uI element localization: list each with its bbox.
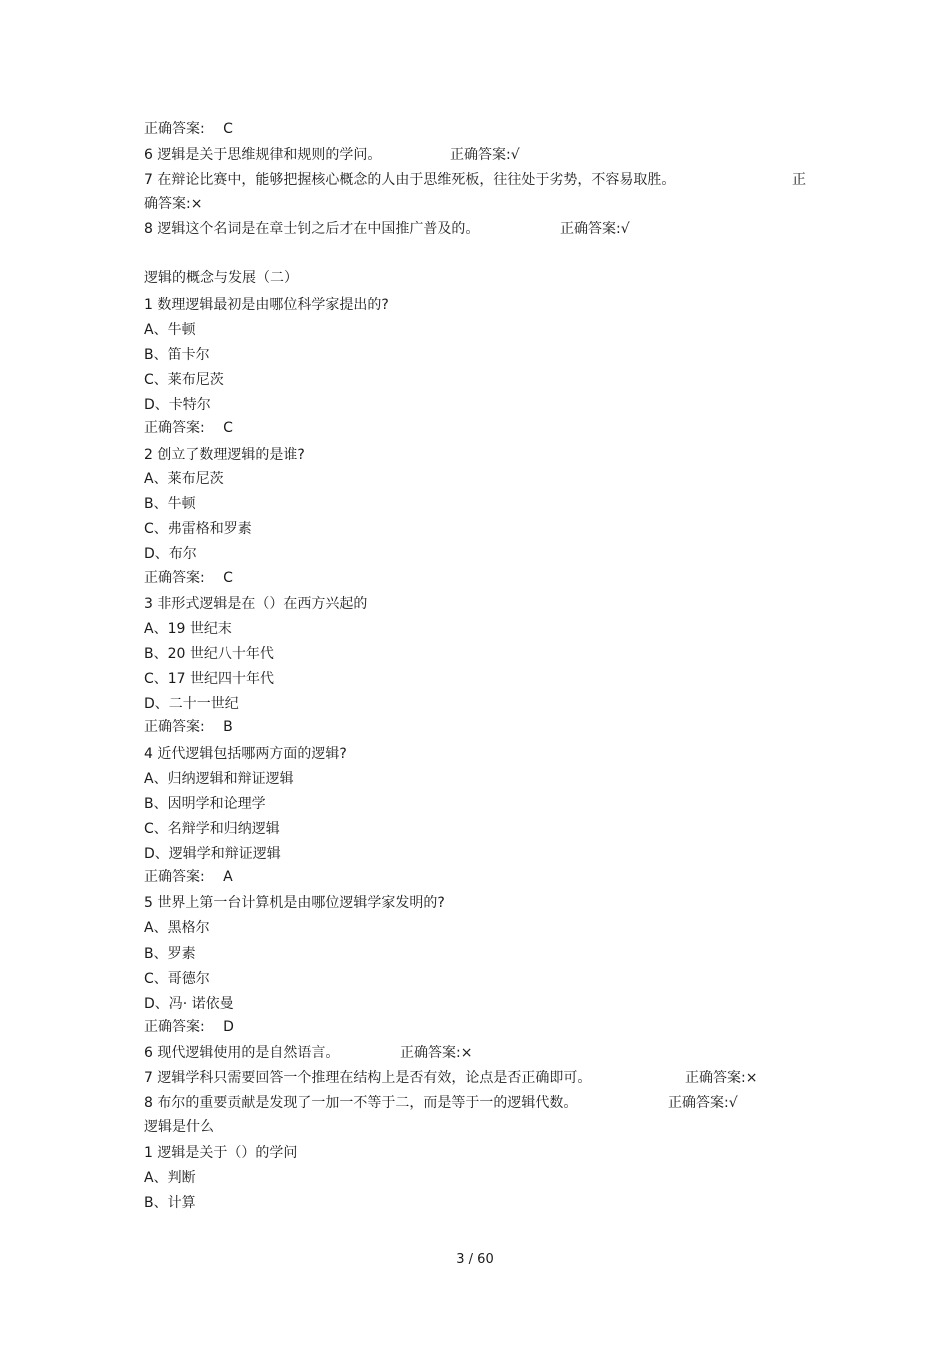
option-line: C、莱布尼茨: [144, 372, 224, 388]
question-text: 7 在辩论比赛中，能够把握核心概念的人由于思维死板，往往处于劣势，不容易取胜。: [144, 172, 676, 188]
option-line: D、卡特尔: [144, 397, 211, 413]
option-line: B、笛卡尔: [144, 347, 210, 363]
option-line: D、布尔: [144, 546, 197, 562]
option-line: C、17 世纪四十年代: [144, 671, 275, 687]
question-text: 4 近代逻辑包括哪两方面的逻辑?: [144, 746, 347, 762]
option-line: B、计算: [144, 1195, 196, 1211]
option-line: A、莱布尼茨: [144, 471, 224, 487]
answer-label: 正确答案:×: [400, 1045, 473, 1061]
answer-label: 正确答案:×: [685, 1070, 758, 1086]
answer-line: 正确答案: C: [144, 570, 233, 586]
question-text: 2 创立了数理逻辑的是谁?: [144, 447, 305, 463]
answer-label: 正: [792, 172, 806, 188]
question-text: 8 布尔的重要贡献是发现了一加一不等于二，而是等于一的逻辑代数。: [144, 1095, 578, 1111]
option-line: C、哥德尔: [144, 971, 210, 987]
option-line: A、判断: [144, 1170, 196, 1186]
option-line: C、名辩学和归纳逻辑: [144, 821, 280, 837]
answer-line: 正确答案: A: [144, 869, 233, 885]
answer-line: 正确答案: D: [144, 1019, 234, 1035]
option-line: B、牛顿: [144, 496, 196, 512]
option-line: A、黑格尔: [144, 920, 210, 936]
option-line: B、因明学和论理学: [144, 796, 266, 812]
question-text: 1 逻辑是关于（）的学问: [144, 1145, 298, 1161]
question-text: 5 世界上第一台计算机是由哪位逻辑学家发明的?: [144, 895, 445, 911]
question-text: 1 数理逻辑最初是由哪位科学家提出的?: [144, 297, 389, 313]
answer-line: 正确答案: C: [144, 121, 233, 137]
page-number: 3 / 60: [456, 1252, 494, 1267]
option-line: D、二十一世纪: [144, 696, 239, 712]
option-line: A、19 世纪末: [144, 621, 232, 637]
option-line: B、20 世纪八十年代: [144, 646, 274, 662]
section-title: 逻辑是什么: [144, 1119, 214, 1135]
option-line: A、牛顿: [144, 322, 196, 338]
section-title: 逻辑的概念与发展（二）: [144, 270, 298, 286]
question-text: 8 逻辑这个名词是在章士钊之后才在中国推广普及的。: [144, 221, 480, 237]
answer-line: 确答案:×: [144, 196, 203, 212]
answer-line: 正确答案: B: [144, 719, 233, 735]
answer-label: 正确答案:√: [560, 221, 630, 237]
option-line: D、逻辑学和辩证逻辑: [144, 846, 281, 862]
question-text: 7 逻辑学科只需要回答一个推理在结构上是否有效，论点是否正确即可。: [144, 1070, 592, 1086]
question-text: 6 现代逻辑使用的是自然语言。: [144, 1045, 340, 1061]
option-line: A、归纳逻辑和辩证逻辑: [144, 771, 294, 787]
option-line: D、冯· 诺依曼: [144, 996, 234, 1012]
answer-label: 正确答案:√: [450, 147, 520, 163]
answer-line: 正确答案: C: [144, 420, 233, 436]
answer-label: 正确答案:√: [668, 1095, 738, 1111]
option-line: B、罗素: [144, 946, 196, 962]
question-text: 3 非形式逻辑是在（）在西方兴起的: [144, 596, 368, 612]
question-text: 6 逻辑是关于思维规律和规则的学问。: [144, 147, 382, 163]
option-line: C、弗雷格和罗素: [144, 521, 252, 537]
